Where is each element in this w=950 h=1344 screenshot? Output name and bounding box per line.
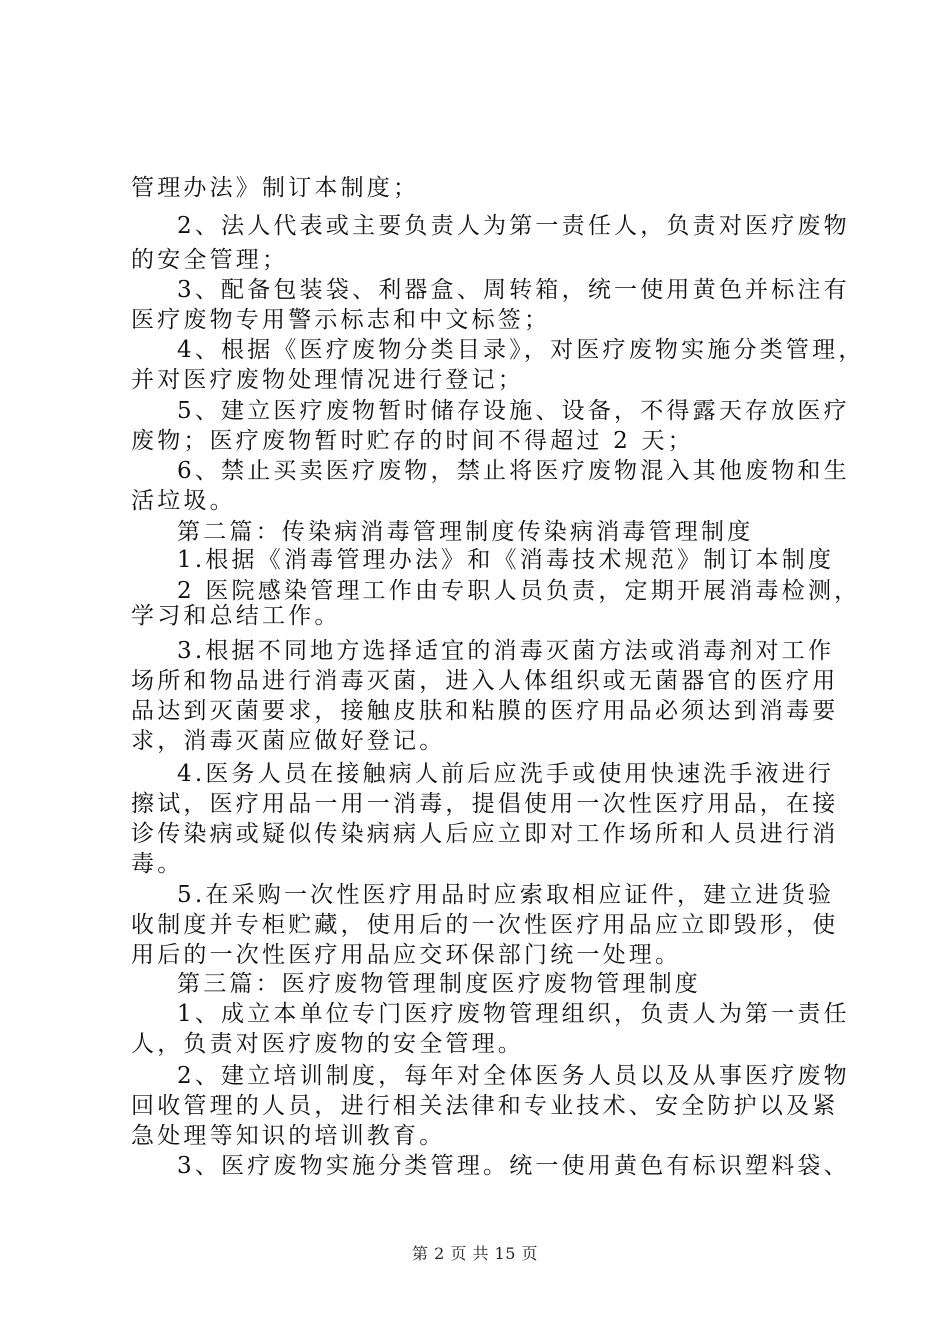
text-line: 医疗废物专用警示标志和中文标签； [131,307,551,333]
text-line: 4、根据《医疗废物分类目录》，对医疗废物实施分类管理， [177,337,865,363]
text-line: 并对医疗废物处理情况进行登记； [131,367,524,393]
text-line: 3.根据不同地方选择适宜的消毒灭菌方法或消毒剂对工作 [177,638,835,664]
text-line: 2、建立培训制度，每年对全体医务人员以及从事医疗废物 [177,1063,850,1089]
text-line: 2 医院感染管理工作由专职人员负责，定期开展消毒检测， [177,578,861,604]
text-line: 擦试，医疗用品一用一消毒，提倡使用一次性医疗用品，在接 [131,791,839,817]
text-line: 1、成立本单位专门医疗废物管理组织，负责人为第一责任 [177,1001,850,1027]
text-line: 学习和总结工作。 [131,603,341,629]
section-heading: 第二篇：传染病消毒管理制度传染病消毒管理制度 [177,519,754,545]
text-line: 4.医务人员在接触病人前后应洗手或使用快速洗手液进行 [177,761,835,787]
text-line: 活垃圾。 [131,488,236,514]
text-line: 急处理等知识的培训教育。 [131,1123,446,1149]
text-line: 3、配备包装袋、利器盒、周转箱，统一使用黄色并标注有 [177,277,850,303]
text-line: 品达到灭菌要求，接触皮肤和粘膜的医疗用品必须达到消毒要 [131,698,839,724]
text-line: 1.根据《消毒管理办法》和《消毒技术规范》制订本制度 [177,547,835,573]
section-heading: 第三篇：医疗废物管理制度医疗废物管理制度 [177,971,701,997]
text-line: 的安全管理； [131,247,289,273]
text-line: 人，负责对医疗废物的安全管理。 [131,1031,524,1057]
text-line: 6、禁止买卖医疗废物，禁止将医疗废物混入其他废物和生 [177,458,850,484]
text-line: 求，消毒灭菌应做好登记。 [131,728,446,754]
text-line: 场所和物品进行消毒灭菌，进入人体组织或无菌器官的医疗用 [131,668,839,694]
text-line: 管理办法》制订本制度； [131,175,420,201]
page-footer: 第 2 页 共 15 页 [412,1244,538,1263]
text-line: 2、法人代表或主要负责人为第一责任人，负责对医疗废物 [177,213,850,239]
text-line: 收制度并专柜贮藏，使用后的一次性医疗用品应立即毁形，使 [131,912,839,938]
text-line: 3、医疗废物实施分类管理。统一使用黄色有标识塑料袋、 [177,1153,850,1179]
text-line: 5、建立医疗废物暂时储存设施、设备，不得露天存放医疗 [177,398,850,424]
text-line: 诊传染病或疑似传染病病人后应立即对工作场所和人员进行消 [131,821,839,847]
text-line: 毒。 [131,851,184,877]
text-line: 用后的一次性医疗用品应交环保部门统一处理。 [131,942,682,968]
text-line: 废物；医疗废物暂时贮存的时间不得超过 2 天； [131,428,694,454]
text-line: 回收管理的人员，进行相关法律和专业技术、安全防护以及紧 [131,1093,839,1119]
text-line: 5.在采购一次性医疗用品时应索取相应证件，建立进货验 [177,882,835,908]
